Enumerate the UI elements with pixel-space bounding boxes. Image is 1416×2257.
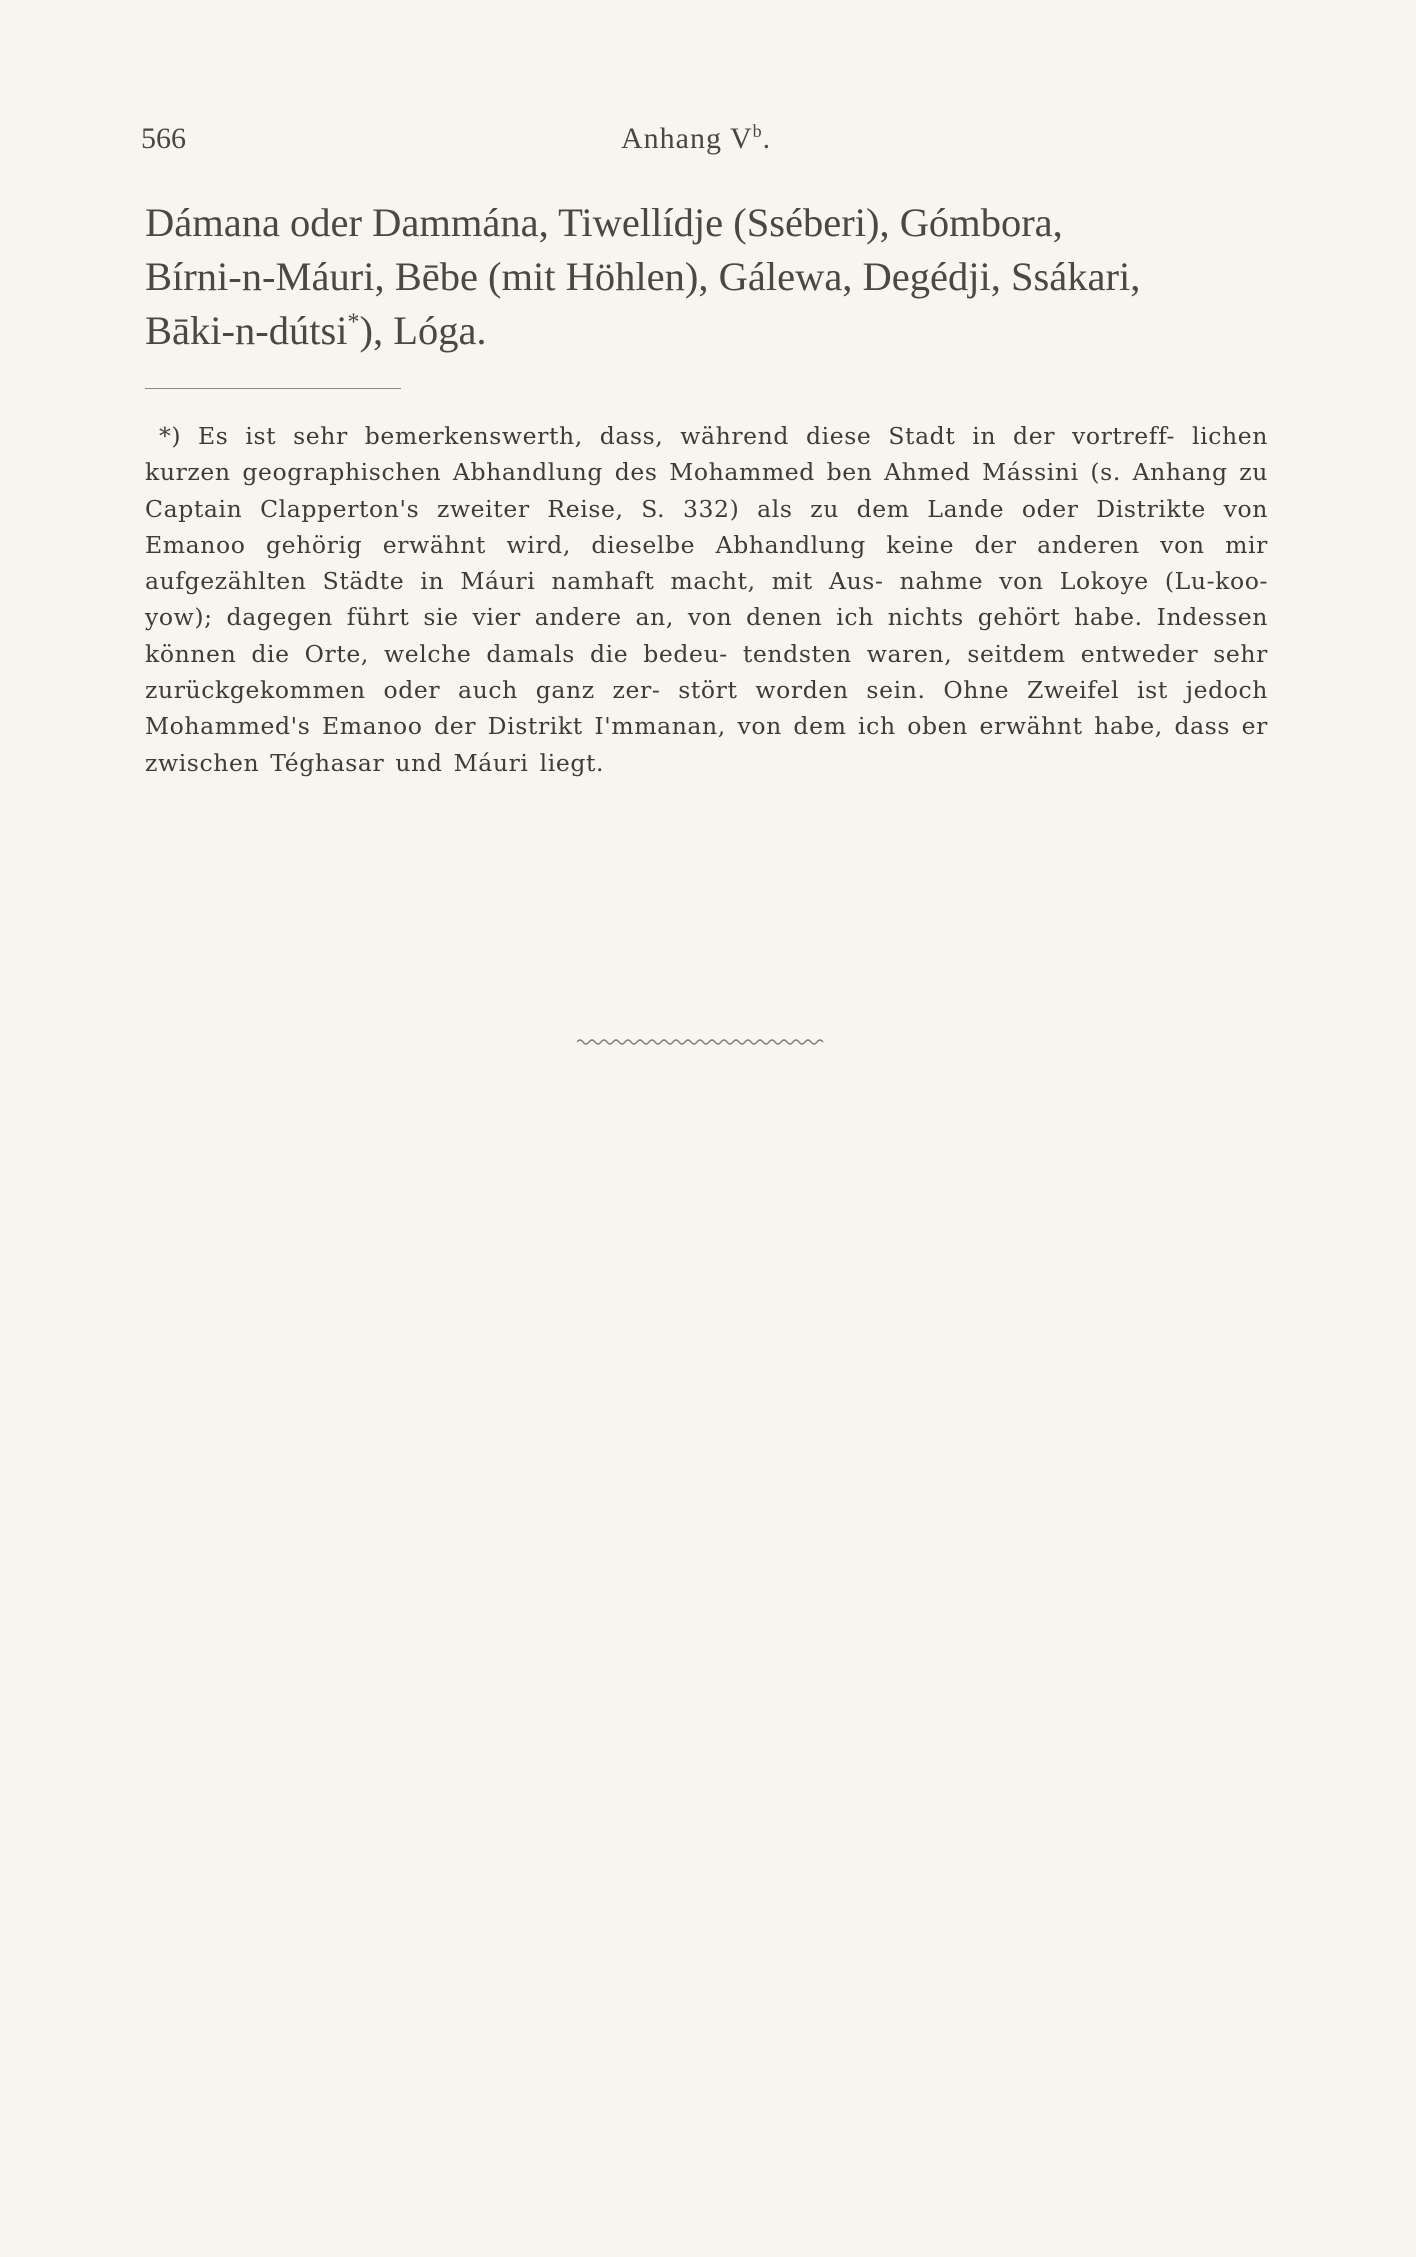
main-text-line-3-end: ), Lóga. bbox=[359, 308, 487, 353]
header-title bbox=[621, 122, 771, 156]
end-ornament-wavy-line bbox=[577, 1036, 827, 1048]
main-text-line-2: Bírni-n-Máuri, Bēbe (mit Höhlen), Gálewa, Degédji, Ssákari, bbox=[145, 254, 1141, 299]
header-title-superscript: b bbox=[752, 121, 763, 141]
main-text-line-1: Dámana oder Dammána, Tiwellídje (Sséberi), Gómbora, bbox=[145, 200, 1063, 245]
footnote-reference-marker: * bbox=[347, 309, 360, 336]
footnote bbox=[145, 418, 1268, 781]
place-name-baki-n-dutsi: Bāki-n-dútsi bbox=[145, 308, 348, 353]
footnote-text: Es ist sehr bemerkenswerth, dass, während diese Stadt in der vortreff- lichen kurzen geographischen Abhandlung des Mohammed ben Ahmed Mássini (s. Anhang zu Captain Clapperton's zweiter Reise, S. 332) als zu dem Lande oder Distrikte von Emanoo gehörig erwähnt wird, dieselbe Abhandlung keine der anderen von mir aufgezählten Städte in Máuri namhaft macht, mit Aus- nahme von Lokoye (Lu-koo-yow); dagegen führt sie vier andere an, von denen ich nichts gehört habe. Indessen können die Orte, welche damals die bedeu- tendsten waren, seitdem entweder sehr zurückgekommen oder auch ganz zer- stört worden sein. Ohne Zweifel ist jedoch Mohammed's Emanoo der Distrikt I'mmanan, von dem ich oben erwähnt habe, dass er zwischen Téghasar und Máuri liegt. bbox=[145, 422, 1268, 777]
footnote-marker: *) bbox=[159, 422, 182, 450]
footnote-rule bbox=[145, 388, 401, 389]
wavy-line-icon bbox=[577, 1036, 827, 1048]
main-text-line-3 bbox=[145, 308, 487, 353]
header-title-text: Anhang V bbox=[621, 122, 753, 155]
page-number: 566 bbox=[141, 122, 186, 155]
running-head bbox=[141, 122, 1266, 162]
main-text-paragraph bbox=[145, 196, 1268, 358]
header-title-suffix: . bbox=[762, 122, 772, 155]
